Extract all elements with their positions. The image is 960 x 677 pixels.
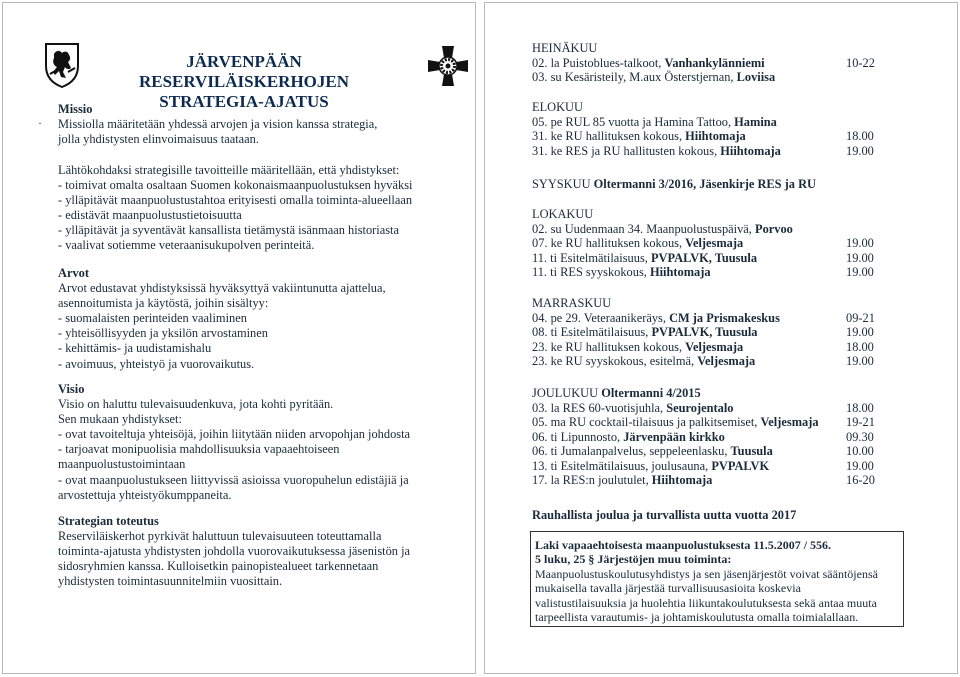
paragraph-line: Missiolla määritetään yhdessä arvojen ja vision kanssa strategia, [58, 117, 378, 132]
event-row [532, 430, 892, 445]
month-heading: MARRASKUU [532, 296, 612, 310]
paragraph-line: - vaalivat sotiemme veteraanisukupolven perinteitä. [58, 238, 315, 253]
law-box [530, 531, 904, 627]
syyskuu-heading [532, 177, 816, 192]
paragraph-line: - ylläpitävät ja syventävät kansallista tietämystä isänmaan historiasta [58, 223, 399, 238]
event-place: Loviisa [736, 70, 776, 84]
law-line: valistustilaisuuksia ja huolehtia liikuntakoulutuksesta sekä antaa muuta [535, 595, 877, 610]
event-row [532, 236, 892, 251]
event-text: 02. la Puistoblues-talkoot, [532, 55, 665, 70]
paragraph-line: asennoitumista ja käytöstä, joihin sisältyy: [58, 296, 269, 311]
event-row [532, 144, 892, 159]
visio-section [58, 382, 448, 503]
event-text: 03. la RES 60-vuotisjuhla, [532, 400, 667, 415]
event-place: Veljesmaja [685, 236, 744, 250]
paragraph-line: maanpuolustustoimintaan [58, 457, 186, 472]
cross-emblem-icon [426, 44, 470, 88]
event-time: 19.00 [846, 250, 874, 265]
event-time: 18.00 [846, 339, 874, 354]
event-time: 16-20 [846, 473, 875, 487]
event-place: Hamina [734, 114, 777, 129]
event-row [532, 311, 892, 326]
event-place: Hiihtomaja [649, 265, 711, 279]
month-heading: LOKAKUU [532, 207, 594, 221]
event-time: 19.00 [846, 458, 874, 473]
event-time: 19.00 [846, 143, 874, 158]
event-text: 03. su Kesäristeily, M.aux Österstjernan, [532, 70, 737, 84]
marraskuu-section [532, 296, 892, 369]
event-time: 18.00 [846, 400, 874, 415]
lokakuu-section [532, 207, 892, 280]
law-title: Laki vapaaehtoisesta maanpuolustuksesta 11.5.2007 / 556. [535, 538, 832, 552]
event-text: 17. la RES:n joulutulet, [532, 473, 652, 487]
event-text: 31. ke RES ja RU hallitusten kokous, [532, 143, 721, 158]
event-time: 19.00 [846, 236, 874, 250]
event-time: 10.00 [846, 444, 874, 458]
elokuu-section [532, 100, 892, 158]
paragraph-line: toiminta-ajatusta yhdistysten johdolla vuorovaikutuksessa jäsenistön ja [58, 544, 411, 559]
paragraph-line: Visio on haluttu tulevaisuudenkuva, jota kohti pyritään. [58, 397, 334, 412]
paragraph-line: - ovat tavoiteltuja yhteisöjä, joihin liitytään niiden arvopohjan johdosta [58, 427, 411, 442]
event-text: 05. pe RUL 85 vuotta ja Hamina Tattoo, [532, 114, 735, 129]
event-place: Veljesmaja [697, 354, 756, 368]
event-time: 19.00 [846, 325, 874, 339]
paragraph-line: Lähtökohdaksi strategisille tavoitteille määritellään, että yhdistykset: [58, 163, 400, 177]
event-place: Hiihtomaja [651, 473, 713, 487]
greeting: Rauhallista joulua ja turvallista uutta vuotta 2017 [532, 508, 797, 522]
event-time: 09-21 [846, 310, 875, 325]
month-heading: ELOKUU [532, 100, 583, 114]
event-time: 19.00 [846, 265, 874, 279]
event-text: 23. ke RU hallituksen kokous, [532, 339, 686, 354]
newsletter-label: Oltermanni 3/2016, Jäsenkirje RES ja RU [593, 177, 816, 191]
event-text: 06. ti Lipunnosto, [532, 429, 624, 444]
event-row [532, 340, 892, 355]
event-row [532, 415, 892, 430]
event-text: 08. ti Esitelmätilaisuus, [532, 325, 652, 339]
event-row [532, 473, 892, 488]
paragraph-line: - kehittämis- ja uudistamishalu [58, 341, 212, 356]
event-place: PVPALVK, Tuusula [651, 325, 758, 339]
title-line-2: STRATEGIA-AJATUS [159, 92, 329, 111]
event-time: 19.00 [846, 354, 874, 368]
event-row [532, 401, 892, 416]
event-time: 18.00 [846, 129, 874, 143]
event-row [532, 265, 892, 280]
paragraph-line: - suomalaisten perinteiden vaaliminen [58, 311, 247, 326]
month-heading: SYYSKUU [532, 177, 594, 191]
event-text: 02. su Uudenmaan 34. Maanpuolustuspäivä, [532, 221, 755, 236]
paragraph-line: - edistävät maanpuolustustietoisuutta [58, 208, 242, 223]
month-heading: HEINÄKUU [532, 41, 598, 55]
event-row [532, 70, 892, 85]
paragraph-line: - toimivat omalta osaltaan Suomen kokonaismaanpuolustuksen hyväksi [58, 178, 413, 193]
paragraph-line: Arvot edustavat yhdistyksissä hyväksyttyä vakiintunutta ajattelua, [58, 281, 386, 296]
newsletter-label: Oltermanni 4/2015 [601, 386, 701, 400]
event-row [532, 56, 892, 71]
event-row [532, 129, 892, 144]
toteutus-heading: Strategian toteutus [58, 514, 159, 528]
heinakuu-section [532, 41, 892, 85]
event-place: Hiihtomaja [685, 129, 746, 143]
event-time: 10-22 [846, 55, 875, 70]
paragraph-line: - yhteisöllisyyden ja yksilön arvostaminen [58, 326, 268, 341]
event-time: 19-21 [846, 415, 875, 429]
paragraph-line: Sen mukaan yhdistykset: [58, 412, 182, 427]
event-text: 31. ke RU hallituksen kokous, [532, 129, 686, 143]
toteutus-section [58, 514, 448, 589]
event-text: 06. ti Jumalanpalvelus, seppeleenlasku, [532, 444, 731, 458]
event-text: 23. ke RU syyskokous, esitelmä, [532, 354, 698, 368]
event-text: 07. ke RU hallituksen kokous, [532, 236, 686, 250]
paragraph-line: - ylläpitävät maanpuolustustahtoa erityisesti omalla toiminta-alueellaan [58, 193, 413, 208]
event-place: Seurojentalo [666, 400, 734, 415]
missio-heading: Missio [58, 102, 93, 116]
lion-emblem-icon [42, 42, 82, 88]
event-text: 11. ti Esitelmätilaisuus, [532, 250, 651, 265]
arvot-heading: Arvot [58, 266, 89, 280]
law-line: Maanpuolustuskoulutusyhdistys ja sen jäsenjärjestöt voivat sääntöjensä [535, 566, 878, 581]
missio-section [58, 102, 448, 147]
joulukuu-section [532, 386, 892, 488]
event-place: PVPALVK, Tuusula [650, 250, 758, 265]
event-row [532, 444, 892, 459]
event-place: Veljesmaja [760, 415, 819, 429]
arvot-section [58, 266, 448, 372]
event-text: 13. ti Esitelmätilaisuus, joulusauna, [532, 458, 712, 473]
bullet-dot: · [38, 116, 42, 130]
event-place: Vanhankylänniemi [664, 55, 765, 70]
event-row [532, 222, 892, 237]
paragraph-line: jolla yhdistysten elinvoimaisuus taataan. [58, 132, 259, 147]
event-place: PVPALVK [711, 458, 770, 473]
paragraph-line: Reserviläiskerhot pyrkivät haluttuun tulevaisuuteen toteuttamalla [58, 529, 382, 544]
paragraph-line: - tarjoavat monipuolisia mahdollisuuksia vapaaehtoiseen [58, 442, 340, 457]
law-line: mukaisella tavalla järjestää turvallisuusasioita koskevia [535, 581, 801, 596]
event-time: 09.30 [846, 429, 874, 444]
event-place: Porvoo [755, 221, 793, 236]
title-line-1: JÄRVENPÄÄN RESERVILÄISKERHOJEN [138, 52, 350, 91]
event-text: 04. pe 29. Veteraanikeräys, [532, 310, 670, 325]
lahtokohdat-section [58, 163, 448, 254]
month-heading: JOULUKUU [532, 386, 602, 400]
law-subtitle: 5 luku, 25 § Järjestöjen muu toiminta: [535, 552, 732, 567]
paragraph-line: - ovat maanpuolustukseen liittyvissä asioissa vuoropuhelun edistäjiä ja [58, 472, 409, 487]
event-place: CM ja Prismakeskus [669, 310, 780, 325]
paragraph-line: arvostettuja yhteistyökumppaneita. [58, 487, 232, 502]
event-text: 11. ti RES syyskokous, [532, 265, 650, 279]
event-row [532, 251, 892, 266]
event-row [532, 354, 892, 369]
paragraph-line: sidosryhmien kanssa. Kulloisetkin painopistealueet tarkennetaan [58, 559, 379, 574]
event-row [532, 459, 892, 474]
event-row [532, 325, 892, 340]
event-place: Hiihtomaja [720, 143, 781, 158]
event-place: Tuusula [730, 444, 773, 458]
event-row [532, 115, 892, 130]
event-place: Veljesmaja [685, 339, 744, 354]
event-place: Järvenpään kirkko [623, 429, 725, 444]
joulukuu-heading [532, 386, 892, 401]
law-line: tarpeellista varautumis- ja johtamiskoulutusta omalla toimialallaan. [535, 610, 859, 625]
paragraph-line: yhdistysten toimintasuunnitelmiin vuosittain. [58, 574, 283, 589]
event-text: 05. ma RU cocktail-tilaisuus ja palkitsemiset, [532, 415, 761, 429]
visio-heading: Visio [58, 382, 85, 396]
paragraph-line: - avoimuus, yhteistyö ja vuorovaikutus. [58, 356, 255, 371]
